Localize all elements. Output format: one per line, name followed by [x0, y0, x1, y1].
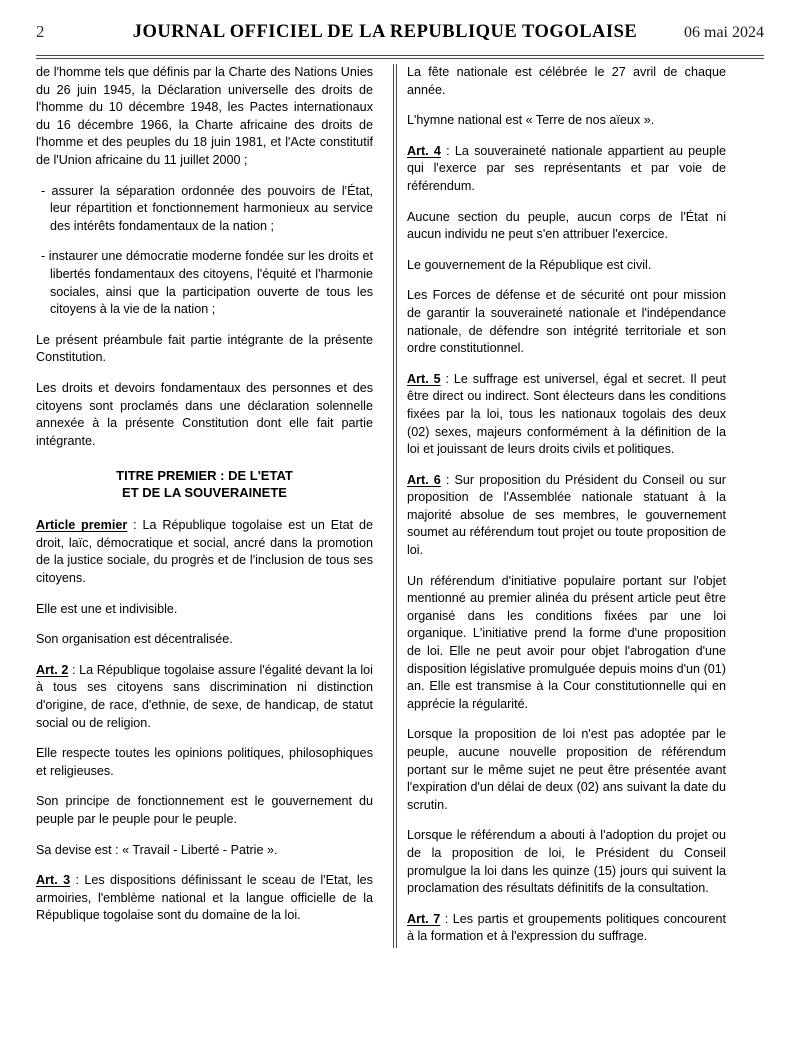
article-premier-text: : La République togolaise est un Etat de droit, laïc, démocratique et social, ancré dans la promotion de la justice sociale, du progrès et de l'inclusion de tous ses citoyens.: [36, 518, 373, 586]
paragraph-referendum-initiative: Un référendum d'initiative populaire portant sur l'objet mentionné au premier alinéa du présent article peut être organisé dans les conditions fixées par une loi organique. L'initiative prend la forme d'une proposition de loi. Elle ne peut avoir pour objet l'abrogation d'une disposition législative promulguée depuis moins d'un (01) an. Elle est transmise à la Cour constitutionnelle qui en apprécie la régularité.: [407, 573, 726, 711]
bullet-item-separation-pouvoirs: - assurer la séparation ordonnée des pouvoirs de l'État, leur répartition et fonctionnement harmonieux au service des intérêts fondamentaux de la nation ;: [41, 183, 373, 233]
article-reference-3: Art. 3: [36, 873, 71, 888]
header-rule-bottom: [36, 58, 764, 59]
journal-title: JOURNAL OFFICIEL DE LA REPUBLIQUE TOGOLAISE: [132, 22, 638, 42]
paragraph-aucune-section: Aucune section du peuple, aucun corps de l'État ni aucun individu ne peut s'en attribuer l'exercice.: [407, 209, 726, 242]
body-columns: [36, 64, 764, 948]
article-2: [36, 662, 373, 732]
article-reference-6: Art. 6: [407, 472, 441, 487]
article-reference-7: Art. 7: [407, 911, 441, 926]
paragraph-preamble-continued: de l'homme tels que définis par la Charte des Nations Unies du 26 juin 1945, la Déclaration universelle des droits de l'homme du 10 décembre 1948, les Pactes internationaux du 16 décembre 1966, la Charte africaine des droits de l'homme et des peuples du 18 juin 1981, et l'Acte constitutif de l'Union africaine du 11 juillet 2000 ;: [36, 65, 373, 167]
header-divider-rule: [36, 55, 764, 59]
paragraph-referendum-abouti: Lorsque le référendum a abouti à l'adoption du projet ou de la proposition de loi, le Président du Conseil promulgue la loi dans les quinze (15) jours qui suivent la proclamation des résultats définitifs de la consultation.: [407, 828, 726, 896]
publication-date: 06 mai 2024: [684, 24, 764, 41]
article-4: [407, 143, 726, 196]
bullet-item-democratie-moderne: - instaurer une démocratie moderne fondée sur les droits et libertés fondamentaux des citoyens, l'équité et l'harmonie sociales, ainsi que la participation ouverte de tous les citoyens à la vie de la nation ;: [41, 249, 373, 317]
article-reference-premier: Article premier: [36, 518, 128, 533]
paragraph-une-indivisible: Elle est une et indivisible.: [36, 601, 178, 616]
paragraph-principe-fonctionnement: Son principe de fonctionnement est le gouvernement du peuple par le peuple pour le peuple.: [36, 794, 373, 826]
paragraph-forces-defense: Les Forces de défense et de sécurité ont pour mission de garantir la souveraineté nationale et l'indépendance nationale, de défendre son intégrité territoriale et son ordre constitutionnel.: [407, 288, 726, 356]
paragraph-decentralisee: Son organisation est décentralisée.: [36, 632, 233, 647]
article-7-text: : Les partis et groupements politiques concourent à la formation et à l'expression du suffrage.: [407, 911, 726, 944]
article-premier: [36, 517, 373, 587]
right-column: [381, 64, 726, 948]
paragraph-preambule-integrante: Le présent préambule fait partie intégrante de la présente Constitution.: [36, 332, 373, 365]
paragraph-gouvernement-civil: Le gouvernement de la République est civil.: [407, 257, 652, 272]
article-reference-4: Art. 4: [407, 143, 441, 158]
article-reference-2: Art. 2: [36, 662, 69, 677]
paragraph-devise: Sa devise est : « Travail - Liberté - Patrie ».: [36, 842, 278, 857]
page-header: [36, 22, 764, 52]
paragraph-droits-devoirs: Les droits et devoirs fondamentaux des personnes et des citoyens sont proclamés dans une déclaration solennelle annexée à la présente Constitution dont elle fait partie intégrante.: [36, 380, 373, 448]
article-3-text: : Les dispositions définissant le sceau de l'Etat, les armoiries, l'emblème national et la langue officielle de la République togolaise sont du domaine de la loi.: [36, 873, 373, 923]
article-5-text: : Le suffrage est universel, égal et secret. Il peut être direct ou indirect. Sont électeurs dans les conditions fixées par la loi, tous les nationaux togolais des deux (02) sexes, majeurs conformément à la définition de la loi et jouissant de leurs droits civils et politiques.: [407, 371, 726, 457]
paragraph-hymne-national: L'hymne national est « Terre de nos aïeux ».: [407, 113, 655, 128]
article-6-text: : Sur proposition du Président du Conseil ou sur proposition de l'Assemblée nationale statuant à la majorité absolue de ses membres, le gouvernement soumet au référendum tout projet ou toute proposition de loi.: [407, 472, 726, 558]
article-3: [36, 872, 373, 925]
left-column: [36, 64, 381, 948]
article-4-text: : La souveraineté nationale appartient au peuple qui l'exerce par ses représentants et par voie de référendum.: [407, 143, 726, 193]
page-number: 2: [36, 22, 45, 41]
paragraph-proposition-non-adoptee: Lorsque la proposition de loi n'est pas adoptée par le peuple, aucune nouvelle proposition de référendum portant sur le même sujet ne peut être présentée avant l'expiration d'un délai de deux (02) ans suivant la date du scrutin.: [407, 727, 726, 812]
section-title-line-2: ET DE LA SOUVERAINETE: [122, 484, 287, 500]
paragraph-fete-nationale: La fête nationale est célébrée le 27 avril de chaque année.: [407, 65, 726, 97]
article-2-text: : La République togolaise assure l'égalité devant la loi à tous ses citoyens sans discrimination ni distinction d'origine, de race, d'ethnie, de sexe, de handicap, de statut social ou de religion.: [36, 662, 373, 730]
section-title-titre-premier: [36, 468, 373, 501]
article-5: [407, 371, 726, 459]
article-reference-5: Art. 5: [407, 371, 441, 386]
article-7: [407, 911, 726, 946]
paragraph-opinions: Elle respecte toutes les opinions politiques, philosophiques et religieuses.: [36, 746, 373, 778]
section-title-line-1: TITRE PREMIER : DE L'ETAT: [116, 468, 293, 484]
article-6: [407, 472, 726, 560]
